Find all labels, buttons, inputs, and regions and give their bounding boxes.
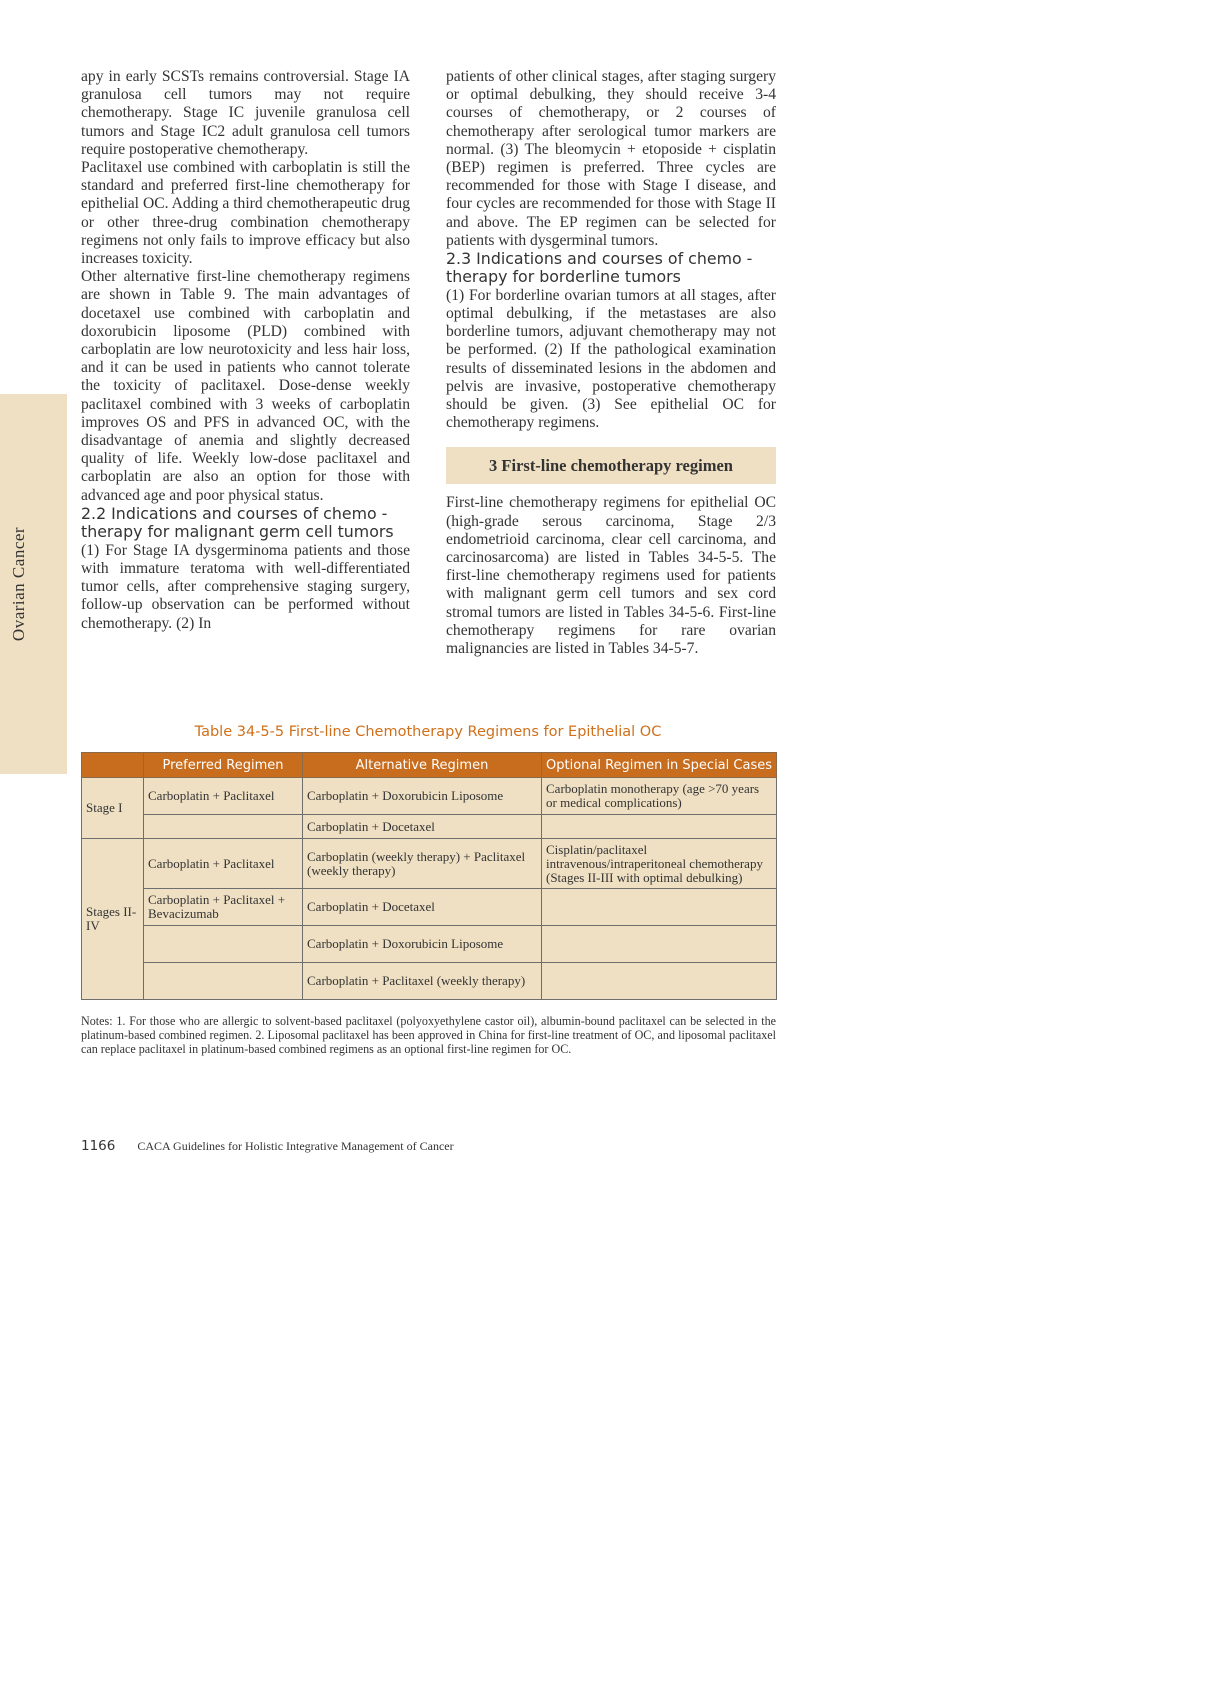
table-cell: Carboplatin (weekly therapy) + Paclitaxel (weekly therapy) [303,839,542,889]
table-row [82,839,777,889]
paragraph: apy in early SCSTs remains controversial. Stage IA granulosa cell tumors may not require chemotherapy. Stage IC juvenile granulosa cell tumors and Stage IC2 adult granulosa cell tumors require postoperative chemotherapy. [81,68,410,158]
stage-cell: Stages II-IV [82,839,144,1000]
side-tab-label: Ovarian Cancer [9,526,28,642]
right-column [446,68,776,658]
table-cell: Carboplatin + Doxorubicin Liposome [303,778,542,815]
regimen-table [81,752,777,1000]
table-cell: Carboplatin + Doxorubicin Liposome [303,926,542,963]
paragraph: Paclitaxel use combined with carboplatin is still the standard and preferred first-line chemotherapy for epithelial OC. Adding a third chemotherapeutic drug or other three-drug combination chemotherapy regimens not only fails to improve efficacy but also increases toxicity. [81,159,410,268]
running-title: CACA Guidelines for Holistic Integrative Management of Cancer [137,1139,454,1153]
table-cell [144,963,303,1000]
table-cell [542,815,777,839]
table-cell: Carboplatin + Docetaxel [303,815,542,839]
page-footer [81,1138,454,1154]
header-cell [82,753,144,778]
header-cell: Optional Regimen in Special Cases [542,753,777,778]
table-row [82,815,777,839]
table-notes: Notes: 1. For those who are allergic to solvent-based paclitaxel (polyoxyethylene castor oil), albumin-bound paclitaxel can be selected in the platinum-based combined regimen. 2. Liposomal paclitaxel has been approved in China for first-line treatment of OC, and liposomal paclitaxel can replace paclitaxel in platinum-based combined regimens as an optional first-line regimen for OC. [81,1014,776,1056]
table-cell [542,963,777,1000]
left-column [81,68,410,633]
paragraph: Other alternative first-line chemotherapy regimens are shown in Table 9. The main advantages of docetaxel use combined with carboplatin and doxorubicin liposome (PLD) combined with carboplatin are low neurotoxicity and less hair loss, and it can be used in patients who cannot tolerate the toxicity of paclitaxel. Dose-dense weekly paclitaxel combined with 3 weeks of carboplatin improves OS and PFS in advanced OC, with the disadvantage of anemia and slightly decreased quality of life. Weekly low-dose paclitaxel and carboplatin are also an option for those with advanced age and poor physical status. [81,268,410,504]
table-cell: Carboplatin monotherapy (age >70 years or medical complications) [542,778,777,815]
stage-cell: Stage I [82,778,144,839]
table-cell: Carboplatin + Paclitaxel [144,839,303,889]
table-cell: Carboplatin + Paclitaxel [144,778,303,815]
table-cell [542,889,777,926]
section-heading-2-3: 2.3 Indications and courses of chemo - therapy for borderline tumors [446,249,753,287]
table-cell: Carboplatin + Paclitaxel + Bevacizumab [144,889,303,926]
paragraph: (1) For Stage IA dysgerminoma patients and those with immature teratoma with well-differentiated tumor cells, after comprehensive staging surgery, follow-up observation can be performed without chemotherapy. (2) In [81,541,410,632]
table-header-row [82,753,777,778]
table-cell: Carboplatin + Paclitaxel (weekly therapy) [303,963,542,1000]
paragraph: First-line chemotherapy regimens for epithelial OC (high-grade serous carcinoma, Stage 2/3 endometrioid carcinoma, clear cell carcinoma, and carcinosarcoma) are listed in Tables 34-5-5. The first-line chemotherapy regimens used for patients with malignant germ cell tumors and sex cord stromal tumors are listed in Tables 34-5-6. First-line chemotherapy regimens for rare ovarian malignancies are listed in Tables 34-5-7. [446,494,776,658]
section-3-banner: 3 First-line chemotherapy regimen [446,447,776,484]
section-heading-2-2: 2.2 Indications and courses of chemo - therapy for malignant germ cell tumors [81,503,394,542]
table-cell [144,815,303,839]
table-row [82,778,777,815]
table-row [82,889,777,926]
table-cell [144,926,303,963]
table-row [82,926,777,963]
paragraph: (1) For borderline ovarian tumors at all stages, after optimal debulking, if the metastases are also borderline tumors, adjuvant chemotherapy may not be performed. (2) If the pathological examination results of disseminated lesions in the abdomen and pelvis are invasive, postoperative chemotherapy should be given. (3) See epithelial OC for chemotherapy regimens. [446,286,776,432]
page-number: 1166 [81,1138,116,1154]
header-cell: Preferred Regimen [144,753,303,778]
header-cell: Alternative Regimen [303,753,542,778]
table-cell: Carboplatin + Docetaxel [303,889,542,926]
table-title: Table 34-5-5 First-line Chemotherapy Regimens for Epithelial OC [194,724,662,740]
table-cell [542,926,777,963]
table-cell: Cisplatin/paclitaxel intravenous/intraperitoneal chemotherapy (Stages II-III with optimal debulking) [542,839,777,889]
table-row [82,963,777,1000]
paragraph: patients of other clinical stages, after staging surgery or optimal debulking, they should receive 3-4 courses of chemotherapy, or 2 courses of chemotherapy after serological tumor markers are normal. (3) The bleomycin + etoposide + cisplatin (BEP) regimen is preferred. Three cycles are recommended for those with Stage I disease, and four cycles are recommended for those with Stage II and above. The EP regimen can be selected for patients with dysgerminal tumors. [446,68,776,249]
